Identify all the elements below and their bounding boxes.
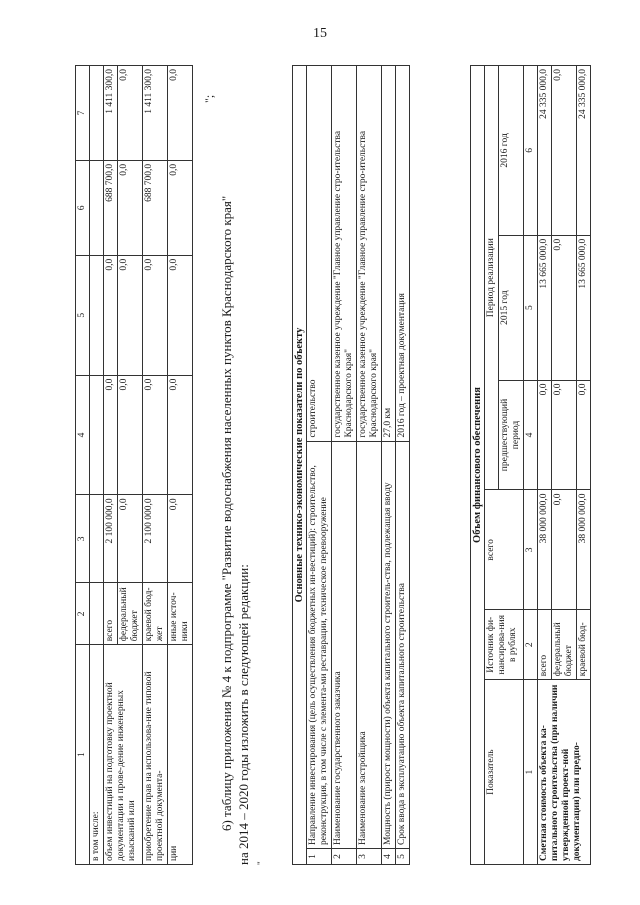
- table-row: [104, 66, 118, 865]
- col-num: 4: [524, 380, 538, 490]
- table-row: [396, 66, 410, 865]
- section-title: Объем финансового обеспечения: [471, 66, 485, 865]
- col-num: 1: [524, 680, 538, 865]
- row-number: 1: [307, 849, 332, 865]
- table-header-row: [485, 66, 499, 865]
- rotated-sheet: [60, 65, 600, 865]
- value-cell: 0,0: [168, 495, 193, 583]
- table-header-row: [76, 66, 90, 865]
- value-cell: 0,0: [168, 375, 193, 495]
- value-cell: 0,0: [552, 235, 577, 380]
- col-num: 4: [76, 375, 90, 495]
- value-cell: 0,0: [168, 66, 193, 161]
- value-cell: 0,0: [168, 160, 193, 255]
- col-indicator: Показатель: [485, 680, 524, 865]
- value-cell: 0,0: [143, 375, 168, 495]
- value-cell: 0,0: [577, 380, 591, 490]
- table-row: [90, 66, 104, 865]
- table-row: [538, 66, 552, 865]
- section-title: Основные технико-экономические показатели по объекту: [293, 66, 307, 865]
- value-cell: 0,0: [552, 380, 577, 490]
- col-period: Период реализации: [485, 66, 499, 490]
- value-cell: 0,0: [168, 255, 193, 375]
- value-cell: 2 100 000,0: [104, 495, 118, 583]
- row-label: Наименование государственного заказчика: [332, 441, 357, 848]
- value-cell: 0,0: [104, 255, 118, 375]
- row-label: Мощность (прирост мощности) объекта капитального строитель-ства, подлежащая вводу: [382, 441, 396, 848]
- value-cell: 2 100 000,0: [143, 495, 168, 583]
- row-label: Сметная стоимость объекта ка-питального строительства (при наличии утвержденной проект-ной документации) или предпо-: [538, 680, 591, 865]
- col-total: всего: [485, 490, 524, 610]
- source-cell: краевой бюд-: [577, 610, 591, 680]
- value-cell: 13 665 000,0: [577, 235, 591, 380]
- row-label: объем инвестиций на подготовку проектной документации и прове-дение инженерных изысканий или: [104, 645, 143, 865]
- table-row: [143, 66, 168, 865]
- page-number: 15: [313, 26, 327, 41]
- value-cell: 0,0: [118, 375, 143, 495]
- paragraph-line: 6) таблицу приложения № 4 к подпрограмме "Развитие водоснабжения населенных пунктов Краснодарского края": [219, 195, 234, 831]
- row-number: 2: [332, 849, 357, 865]
- value-cell: 1 411 300,0: [143, 66, 168, 161]
- value-cell: 24 335 000,0: [538, 66, 552, 236]
- col-prev: предшествующий период: [499, 380, 524, 490]
- opening-quote: ": [256, 861, 266, 865]
- row-value: государственное казенное учреждение "Главное управление стро-ительства Краснодарского края": [332, 66, 357, 442]
- table-row: [382, 66, 396, 865]
- row-label: Срок ввода в эксплуатацию объекта капитального строительства: [396, 441, 410, 848]
- source-cell: всего: [538, 610, 552, 680]
- value-cell: 0,0: [118, 255, 143, 375]
- value-cell: 0,0: [118, 66, 143, 161]
- table-row: [307, 66, 332, 865]
- source-cell: иные источ-ники: [168, 583, 193, 645]
- value-cell: 38 000 000,0: [577, 490, 591, 610]
- table-row: [357, 66, 382, 865]
- col-num: 5: [524, 235, 538, 380]
- col-source: Источник фи-нансирова-ния в рублях: [485, 610, 524, 680]
- row-label: Направление инвестирования (цель осуществления бюджетных ин-вестиций): строительство, реконструкция, в том числе с элемента-ми реставрации, техническое перевооружение: [307, 441, 332, 848]
- col-num: 1: [76, 645, 90, 865]
- table-row: [168, 66, 193, 865]
- col-num: 2: [524, 610, 538, 680]
- value-cell: 13 665 000,0: [538, 235, 552, 380]
- col-num: 7: [76, 66, 90, 161]
- source-cell: всего: [104, 583, 118, 645]
- value-cell: 0,0: [143, 255, 168, 375]
- row-number: 5: [396, 849, 410, 865]
- financing-table: [470, 65, 591, 865]
- row-number: 4: [382, 849, 396, 865]
- value-cell: 0,0: [552, 66, 577, 236]
- value-cell: 0,0: [118, 495, 143, 583]
- row-number: 3: [357, 849, 382, 865]
- col-num: 6: [524, 66, 538, 236]
- amendment-paragraph: [218, 65, 252, 865]
- row-value: 27,0 км: [382, 66, 396, 442]
- source-cell: краевой бюд-жет: [143, 583, 168, 645]
- value-cell: 0,0: [538, 380, 552, 490]
- table-header-row: [524, 66, 538, 865]
- value-cell: 0,0: [552, 490, 577, 610]
- col-num: 2: [76, 583, 90, 645]
- value-cell: 24 335 000,0: [577, 66, 591, 236]
- value-cell: 688 700,0: [104, 160, 118, 255]
- source-cell: федеральный бюджет: [552, 610, 577, 680]
- col-num: 6: [76, 160, 90, 255]
- value-cell: 1 411 300,0: [104, 66, 118, 161]
- col-num: 5: [76, 255, 90, 375]
- row-value: строительство: [307, 66, 332, 442]
- col-2015: 2015 год: [499, 235, 524, 380]
- indicators-table: [292, 65, 410, 865]
- investment-table: [75, 65, 193, 865]
- paragraph-line: на 2014 – 2020 годы изложить в следующей редакции:: [236, 564, 251, 865]
- row-label: Наименование застройщика: [357, 441, 382, 848]
- row-label: ции: [168, 645, 193, 865]
- table-row: [332, 66, 357, 865]
- value-cell: 688 700,0: [143, 160, 168, 255]
- value-cell: 0,0: [118, 160, 143, 255]
- closing-quote: ";: [202, 94, 216, 103]
- source-cell: федеральный бюджет: [118, 583, 143, 645]
- col-num: 3: [524, 490, 538, 610]
- row-label: приобретение прав на использова-ние типовой проектной документа-: [143, 645, 168, 865]
- col-2016: 2016 год: [499, 66, 524, 236]
- value-cell: 0,0: [104, 375, 118, 495]
- value-cell: 38 000 000,0: [538, 490, 552, 610]
- row-value: 2016 год – проектная документация: [396, 66, 410, 442]
- row-value: государственное казенное учреждение "Главное управление стро-ительства Краснодарского края": [357, 66, 382, 442]
- col-num: 3: [76, 495, 90, 583]
- row-label: в том числе:: [90, 645, 104, 865]
